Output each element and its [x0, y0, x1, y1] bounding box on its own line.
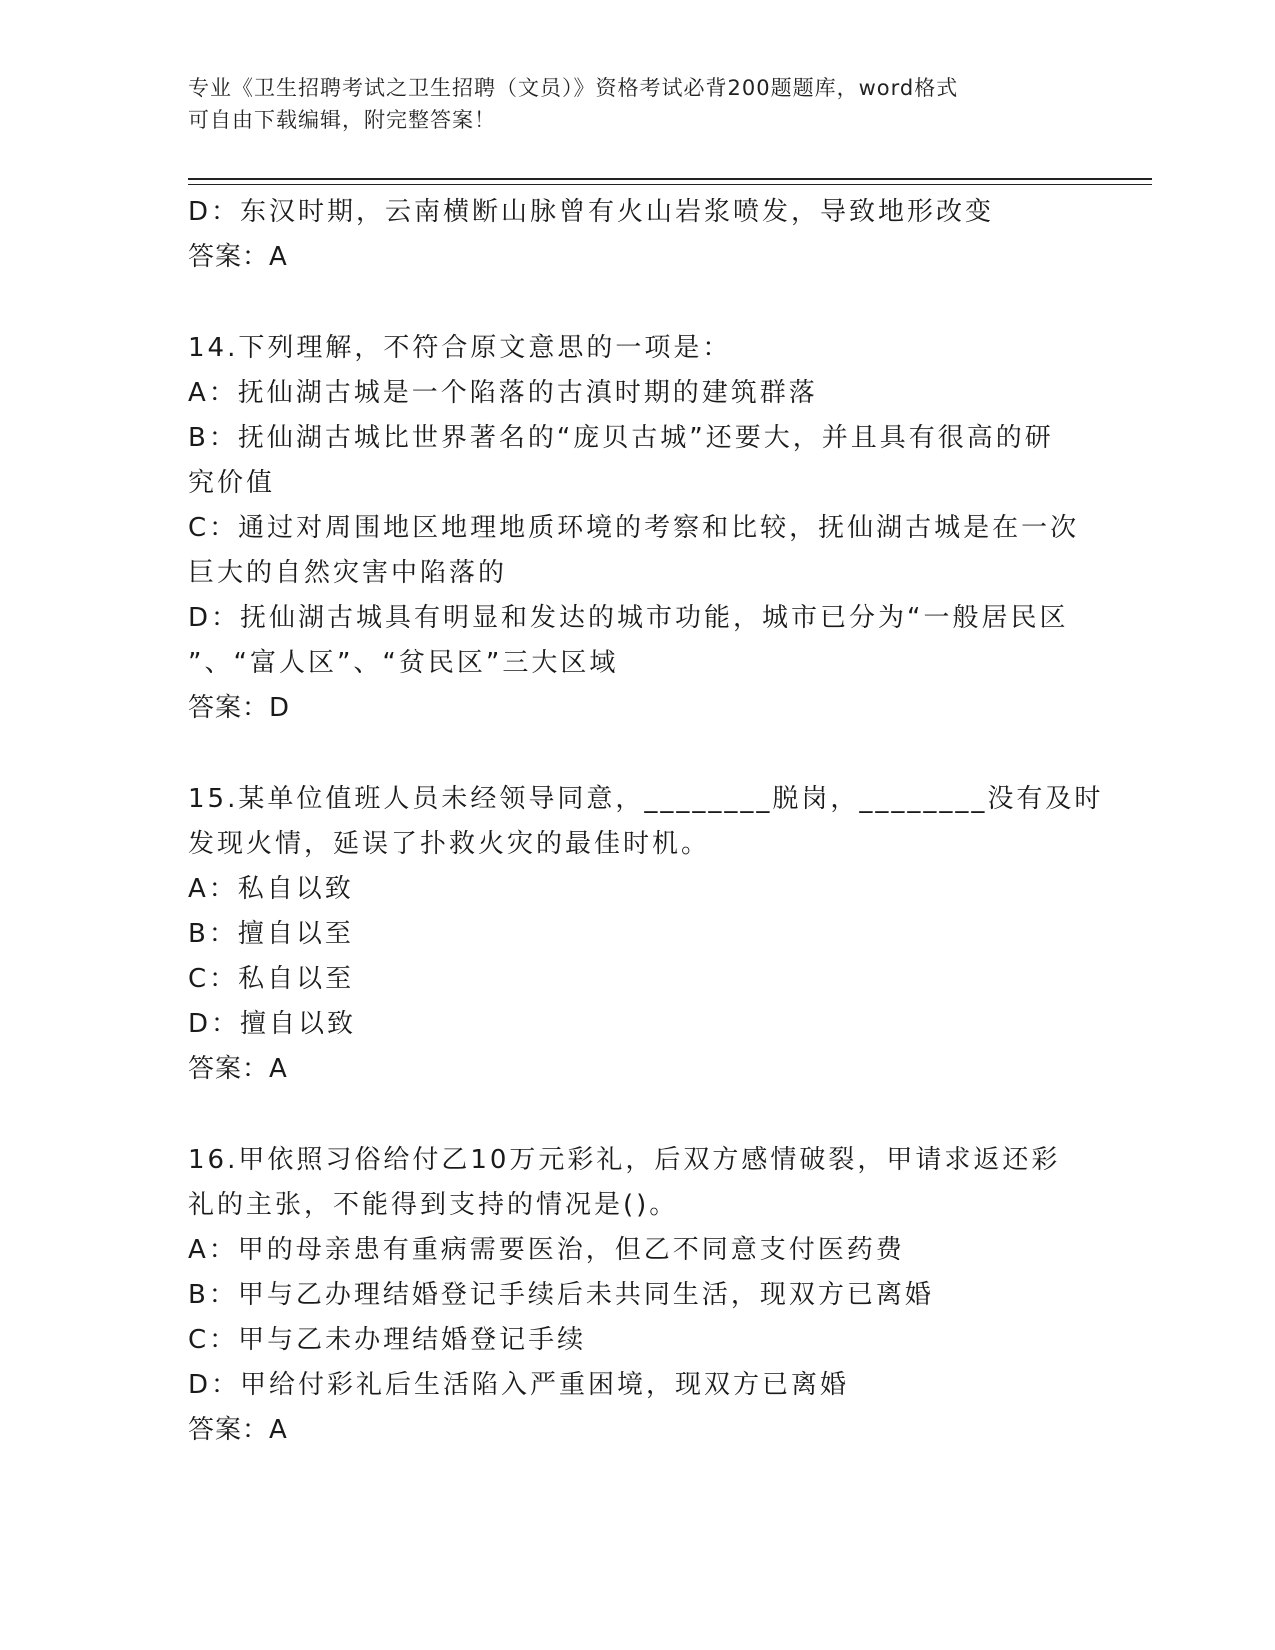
spacer [188, 280, 1078, 326]
q15-option-b: B：擅自以至 [188, 919, 354, 949]
q16-option-d: D：甲给付彩礼后生活陷入严重困境，现双方已离婚 [188, 1370, 850, 1400]
question-content [188, 190, 1104, 1453]
q15-stem-line1: 15.某单位值班人员未经领导同意，________脱岗，________没有及时 [188, 784, 1104, 814]
q16-option-a: A：甲的母亲患有重病需要医治，但乙不同意支付医药费 [188, 1235, 905, 1265]
header-rule-thin [188, 184, 1152, 185]
q14-option-d-line1: D：抚仙湖古城具有明显和发达的城市功能，城市已分为“一般居民区 [188, 603, 1069, 633]
spacer [188, 1092, 1078, 1138]
q14-option-b-line1: B：抚仙湖古城比世界著名的“庞贝古城”还要大，并且具有很高的研 [188, 423, 1054, 453]
q14-option-c-line1: C：通过对周围地区地理地质环境的考察和比较，抚仙湖古城是在一次 [188, 513, 1080, 543]
q14-option-a: A：抚仙湖古城是一个陷落的古滇时期的建筑群落 [188, 378, 818, 408]
q14-option-b-line2: 究价值 [188, 468, 276, 498]
q16-option-b: B：甲与乙办理结婚登记手续后未共同生活，现双方已离婚 [188, 1280, 934, 1310]
prev-answer: 答案：A [188, 242, 288, 272]
q15-answer: 答案：A [188, 1054, 288, 1084]
q15-option-a: A：私自以致 [188, 874, 354, 904]
spacer [188, 731, 1078, 777]
q16-option-c: C：甲与乙未办理结婚登记手续 [188, 1325, 587, 1355]
header-line-1: 专业《卫生招聘考试之卫生招聘（文员）》资格考试必背200题题库，word格式 [188, 76, 959, 100]
q16-stem-line2: 礼的主张，不能得到支持的情况是()。 [188, 1190, 679, 1220]
prev-option-d: D：东汉时期，云南横断山脉曾有火山岩浆喷发，导致地形改变 [188, 197, 995, 227]
q15-option-c: C：私自以至 [188, 964, 355, 994]
q15-stem-line2: 发现火情，延误了扑救火灾的最佳时机。 [188, 829, 711, 859]
q14-option-c-line2: 巨大的自然灾害中陷落的 [188, 558, 508, 588]
q16-answer: 答案：A [188, 1415, 288, 1445]
q14-answer: 答案：D [188, 693, 291, 723]
q15-option-d: D：擅自以致 [188, 1009, 357, 1039]
header-rule-thick [188, 178, 1152, 180]
q14-option-d-line2: ”、“富人区”、“贫民区”三大区域 [188, 648, 619, 678]
q14-stem: 14.下列理解，不符合原文意思的一项是： [188, 333, 732, 363]
q16-stem-line1: 16.甲依照习俗给付乙10万元彩礼，后双方感情破裂，甲请求返还彩 [188, 1145, 1061, 1175]
page-header [188, 72, 1068, 136]
header-line-2: 可自由下载编辑，附完整答案！ [188, 108, 496, 132]
